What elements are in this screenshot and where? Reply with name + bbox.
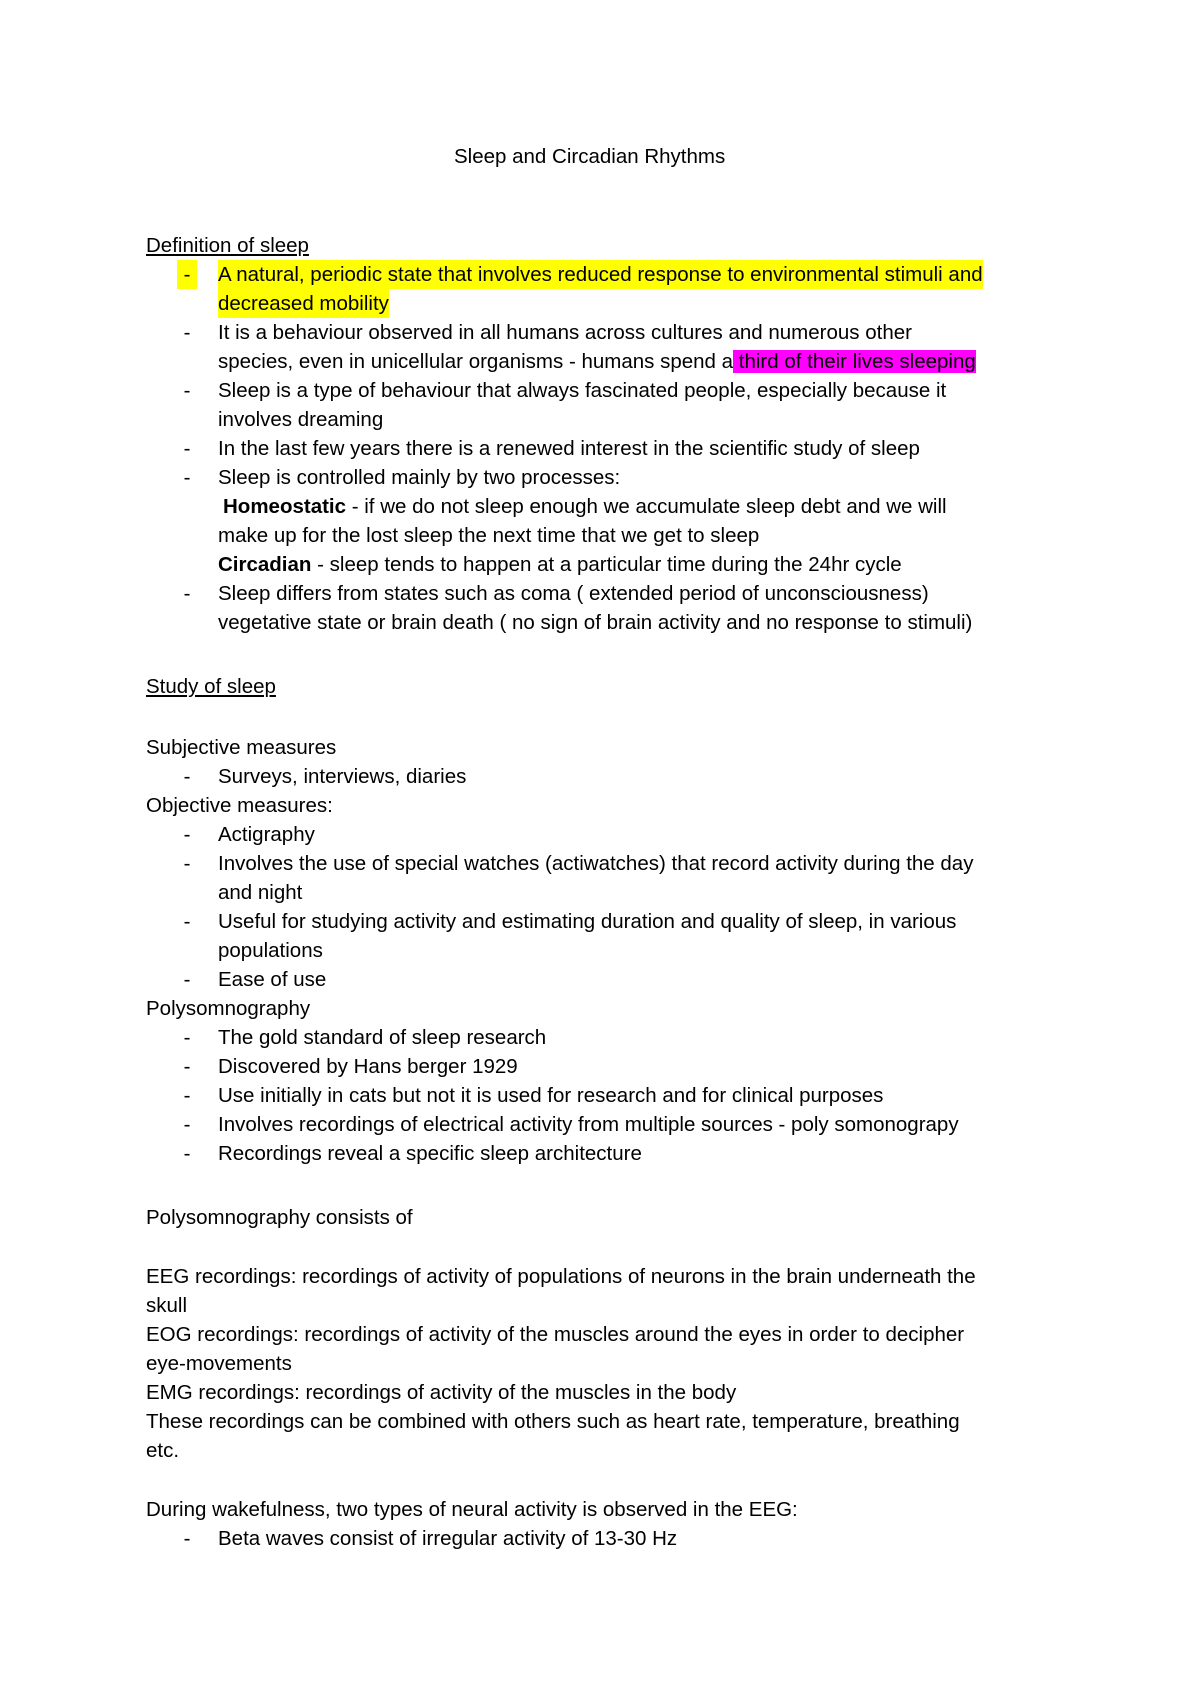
definition-item-4: In the last few years there is a renewed interest in the scientific study of sleep xyxy=(218,437,920,460)
definition-item-5-line-1: Sleep is controlled mainly by two processes: xyxy=(218,466,621,489)
objective-item-1: Actigraphy xyxy=(218,823,315,846)
definition-item-2-line-2 xyxy=(218,347,976,376)
psg-item-5: Recordings reveal a specific sleep architecture xyxy=(218,1142,642,1165)
bullet-dash: - xyxy=(183,852,191,875)
objective-item-2-line-1: Involves the use of special watches (actiwatches) that record activity during the day xyxy=(218,852,974,875)
objective-item-4: Ease of use xyxy=(218,968,327,991)
page-title: Sleep and Circadian Rhythms xyxy=(454,145,726,168)
subjective-item: Surveys, interviews, diaries xyxy=(218,765,467,788)
bullet-dash: - xyxy=(183,582,191,605)
definition-item-3-line-2: involves dreaming xyxy=(218,408,384,431)
objective-heading: Objective measures: xyxy=(146,794,333,817)
definition-item-3-line-1: Sleep is a type of behaviour that always fascinated people, especially because it xyxy=(218,379,947,402)
wakefulness-intro: During wakefulness, two types of neural activity is observed in the EEG: xyxy=(146,1498,798,1521)
highlight-magenta: third of their lives sleeping xyxy=(733,350,976,373)
eog-line-2: eye-movements xyxy=(146,1352,292,1375)
psg-item-4: Involves recordings of electrical activity from multiple sources - poly somonograpy xyxy=(218,1113,959,1136)
bullet-dash: - xyxy=(183,1113,191,1136)
bullet-dash: - xyxy=(183,379,191,402)
objective-item-3-line-2: populations xyxy=(218,939,323,962)
eeg-line-1: EEG recordings: recordings of activity of populations of neurons in the brain underneath the xyxy=(146,1265,976,1288)
bullet-dash: - xyxy=(183,1142,191,1165)
study-heading: Study of sleep xyxy=(146,675,276,698)
bullet-dash: - xyxy=(183,321,191,344)
circadian-description: - sleep tends to happen at a particular time during the 24hr cycle xyxy=(311,553,902,576)
bullet-dash: - xyxy=(183,910,191,933)
definition-item-1-line-2: decreased mobility xyxy=(218,289,389,318)
bullet-dash: - xyxy=(183,1026,191,1049)
psg-item-2: Discovered by Hans berger 1929 xyxy=(218,1055,518,1078)
objective-item-3-line-1: Useful for studying activity and estimating duration and quality of sleep, in various xyxy=(218,910,957,933)
bullet-dash: - xyxy=(183,1527,191,1550)
psg-consists-heading: Polysomnography consists of xyxy=(146,1206,413,1229)
combined-line-2: etc. xyxy=(146,1439,180,1462)
combined-line-1: These recordings can be combined with others such as heart rate, temperature, breathing xyxy=(146,1410,960,1433)
definition-item-2-line-1: It is a behaviour observed in all humans across cultures and numerous other xyxy=(218,321,912,344)
bullet-dash: - xyxy=(183,1055,191,1078)
bullet-dash: - xyxy=(183,437,191,460)
emg-line: EMG recordings: recordings of activity of the muscles in the body xyxy=(146,1381,737,1404)
homeostatic-line xyxy=(223,492,947,521)
definition-item-2-text: species, even in unicellular organisms - humans spend a xyxy=(218,350,734,373)
definition-heading: Definition of sleep xyxy=(146,234,309,257)
beta-waves-item: Beta waves consist of irregular activity of 13-30 Hz xyxy=(218,1527,678,1550)
eeg-line-2: skull xyxy=(146,1294,188,1317)
objective-item-2-line-2: and night xyxy=(218,881,303,904)
definition-item-1-line-1: A natural, periodic state that involves reduced response to environmental stimuli and xyxy=(218,260,983,289)
definition-item-6-line-1: Sleep differs from states such as coma ( extended period of unconsciousness) xyxy=(218,582,929,605)
eog-line-1: EOG recordings: recordings of activity of the muscles around the eyes in order to decipher xyxy=(146,1323,965,1346)
circadian-term: Circadian xyxy=(218,553,312,576)
bullet-dash: - xyxy=(183,765,191,788)
homeostatic-term: Homeostatic xyxy=(223,495,347,518)
polysomnography-heading: Polysomnography xyxy=(146,997,311,1020)
circadian-line xyxy=(218,550,902,579)
bullet-dash: - xyxy=(183,823,191,846)
homeostatic-line-2: make up for the lost sleep the next time that we get to sleep xyxy=(218,524,760,547)
psg-item-3: Use initially in cats but not it is used for research and for clinical purposes xyxy=(218,1084,884,1107)
bullet-dash: - xyxy=(183,466,191,489)
subjective-heading: Subjective measures xyxy=(146,736,337,759)
bullet-dash: - xyxy=(183,1084,191,1107)
bullet-dash: - xyxy=(177,260,197,289)
psg-item-1: The gold standard of sleep research xyxy=(218,1026,547,1049)
bullet-dash: - xyxy=(183,968,191,991)
definition-item-6-line-2: vegetative state or brain death ( no sign of brain activity and no response to stimuli) xyxy=(218,611,973,634)
homeostatic-description: - if we do not sleep enough we accumulate sleep debt and we will xyxy=(346,495,947,518)
